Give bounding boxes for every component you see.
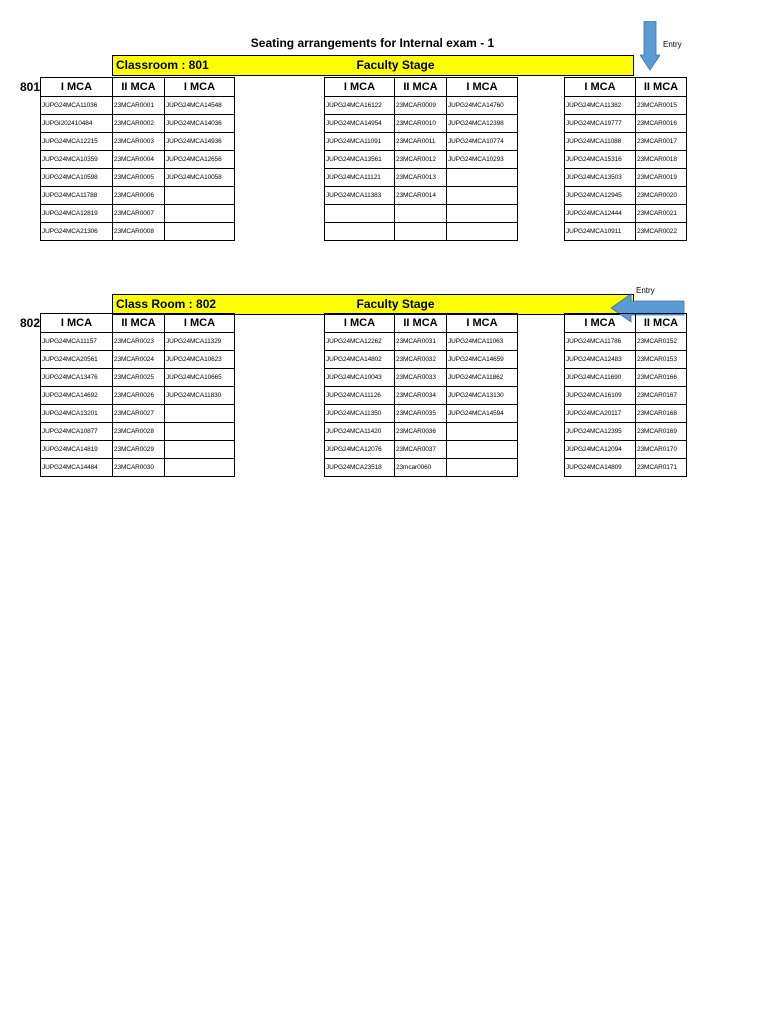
seat-cell: JUPG24MCA12398 — [447, 115, 518, 133]
room-number: 802 — [20, 316, 41, 330]
seat-cell: JUPGI202410484 — [41, 115, 113, 133]
column-header: II MCA — [395, 78, 447, 97]
seat-cell: 23MCAR0029 — [113, 441, 165, 459]
seat-cell: 23MCAR0034 — [395, 387, 447, 405]
seat-cell: 23MCAR0026 — [113, 387, 165, 405]
seat-cell: JUPG24MCA11788 — [41, 187, 113, 205]
seat-block — [564, 313, 687, 477]
seat-cell: JUPG24MCA11786 — [565, 333, 636, 351]
table-row — [41, 387, 235, 405]
column-header: I MCA — [325, 314, 395, 333]
entry-label: Entry — [663, 40, 682, 49]
table-row — [41, 205, 235, 223]
column-header: I MCA — [41, 314, 113, 333]
room-banner — [112, 294, 634, 315]
seat-block — [564, 77, 687, 241]
seat-cell — [447, 205, 518, 223]
seat-cell: JUPG24MCA10665 — [165, 369, 235, 387]
seat-cell — [325, 205, 395, 223]
seat-cell: 23MCAR0017 — [636, 133, 687, 151]
seat-cell: 23MCAR0020 — [636, 187, 687, 205]
column-header: II MCA — [113, 314, 165, 333]
seat-cell: 23MCAR0019 — [636, 169, 687, 187]
column-header: I MCA — [41, 78, 113, 97]
column-header: II MCA — [636, 78, 687, 97]
table-row — [565, 169, 687, 187]
seat-cell — [447, 187, 518, 205]
seat-cell: JUPG24MCA11862 — [447, 369, 518, 387]
header-row — [565, 314, 687, 333]
seat-cell: JUPG24MCA11382 — [565, 97, 636, 115]
seat-cell: JUPG24MCA13503 — [565, 169, 636, 187]
table-row — [565, 459, 687, 477]
seat-cell — [165, 459, 235, 477]
seat-cell: JUPG24MCA10774 — [447, 133, 518, 151]
table-row — [565, 423, 687, 441]
seat-cell: JUPG24MCA11126 — [325, 387, 395, 405]
seat-cell: JUPG24MCA11830 — [165, 387, 235, 405]
seat-cell: JUPG24MCA21306 — [41, 223, 113, 241]
table-row — [325, 151, 518, 169]
seat-cell: JUPG24MCA11690 — [565, 369, 636, 387]
seat-cell: 23mcar0060 — [395, 459, 447, 477]
table-row — [565, 351, 687, 369]
column-header: II MCA — [395, 314, 447, 333]
table-row — [565, 97, 687, 115]
table-row — [565, 223, 687, 241]
seat-cell: JUPG24MCA10877 — [41, 423, 113, 441]
seat-cell: JUPG24MCA14954 — [325, 115, 395, 133]
seat-cell: 23MCAR0010 — [395, 115, 447, 133]
seat-cell: JUPG24MCA11383 — [325, 187, 395, 205]
seat-cell: 23MCAR0006 — [113, 187, 165, 205]
seat-cell: 23MCAR0005 — [113, 169, 165, 187]
seat-cell: 23MCAR0013 — [395, 169, 447, 187]
seat-cell: 23MCAR0023 — [113, 333, 165, 351]
seat-cell: JUPG24MCA14802 — [325, 351, 395, 369]
table-row — [41, 169, 235, 187]
table-row — [325, 97, 518, 115]
seat-cell: JUPG24MCA10359 — [41, 151, 113, 169]
seat-cell: 23MCAR0018 — [636, 151, 687, 169]
seat-cell — [447, 223, 518, 241]
seat-cell: JUPG24MCA13476 — [41, 369, 113, 387]
seat-cell: JUPG24MCA14484 — [41, 459, 113, 477]
seat-cell: JUPG24MCA20561 — [41, 351, 113, 369]
seat-cell: 23MCAR0022 — [636, 223, 687, 241]
seat-cell: JUPG24MCA12262 — [325, 333, 395, 351]
header-row — [565, 78, 687, 97]
table-row — [565, 387, 687, 405]
seat-cell: JUPG24MCA13201 — [41, 405, 113, 423]
table-row — [565, 115, 687, 133]
table-row — [325, 333, 518, 351]
seat-cell: 23MCAR0153 — [636, 351, 687, 369]
seat-cell: JUPG24MCA16109 — [565, 387, 636, 405]
seat-cell: JUPG24MCA13561 — [325, 151, 395, 169]
seat-cell — [165, 187, 235, 205]
table-row — [565, 187, 687, 205]
seat-cell: JUPG24MCA10598 — [41, 169, 113, 187]
table-row — [565, 151, 687, 169]
room-label: Classroom : 801 — [116, 58, 209, 72]
seat-cell: JUPG24MCA14036 — [165, 115, 235, 133]
seat-cell: 23MCAR0030 — [113, 459, 165, 477]
table-row — [565, 333, 687, 351]
table-row — [325, 351, 518, 369]
header-row — [41, 78, 235, 97]
seat-block — [324, 77, 518, 241]
seat-cell — [165, 205, 235, 223]
seat-cell: JUPG24MCA10058 — [165, 169, 235, 187]
column-header: I MCA — [447, 314, 518, 333]
table-row — [565, 441, 687, 459]
page-title: Seating arrangements for Internal exam - 1 — [250, 36, 495, 50]
seat-cell: 23MCAR0033 — [395, 369, 447, 387]
seat-cell: 23MCAR0171 — [636, 459, 687, 477]
seat-cell: 23MCAR0170 — [636, 441, 687, 459]
seat-cell: JUPG24MCA10043 — [325, 369, 395, 387]
seat-cell: 23MCAR0166 — [636, 369, 687, 387]
seat-cell: JUPG24MCA12444 — [565, 205, 636, 223]
seat-cell: 23MCAR0007 — [113, 205, 165, 223]
seat-cell: JUPG24MCA12945 — [565, 187, 636, 205]
column-header: II MCA — [113, 78, 165, 97]
table-row — [565, 405, 687, 423]
seat-cell: JUPG24MCA11088 — [565, 133, 636, 151]
header-row — [325, 314, 518, 333]
seat-cell: 23MCAR0003 — [113, 133, 165, 151]
column-header: I MCA — [447, 78, 518, 97]
seat-cell: 23MCAR0169 — [636, 423, 687, 441]
seat-cell: JUPG24MCA11329 — [165, 333, 235, 351]
table-row — [41, 133, 235, 151]
seat-cell: JUPG24MCA15316 — [565, 151, 636, 169]
table-row — [325, 205, 518, 223]
seat-cell: 23MCAR0037 — [395, 441, 447, 459]
arrow-down-icon — [640, 21, 660, 71]
seat-cell: JUPG24MCA11350 — [325, 405, 395, 423]
table-row — [325, 133, 518, 151]
seat-cell: JUPG24MCA12656 — [165, 151, 235, 169]
seat-cell: JUPG24MCA11091 — [325, 133, 395, 151]
seat-cell: JUPG24MCA14809 — [565, 459, 636, 477]
seat-cell: 23MCAR0152 — [636, 333, 687, 351]
seat-cell: JUPG24MCA14548 — [165, 97, 235, 115]
column-header: I MCA — [565, 78, 636, 97]
seat-cell — [325, 223, 395, 241]
seat-cell: 23MCAR0011 — [395, 133, 447, 151]
seat-cell: 23MCAR0032 — [395, 351, 447, 369]
table-row — [41, 441, 235, 459]
seat-cell: 23MCAR0016 — [636, 115, 687, 133]
seat-cell: 23MCAR0021 — [636, 205, 687, 223]
table-row — [565, 369, 687, 387]
room-banner — [112, 55, 634, 76]
seat-cell: JUPG24MCA12819 — [41, 205, 113, 223]
seat-cell: 23MCAR0008 — [113, 223, 165, 241]
seat-cell: JUPG24MCA20117 — [565, 405, 636, 423]
column-header: II MCA — [636, 314, 687, 333]
seat-cell: JUPG24MCA10293 — [447, 151, 518, 169]
seat-cell: 23MCAR0025 — [113, 369, 165, 387]
column-header: I MCA — [325, 78, 395, 97]
seat-cell: JUPG24MCA16122 — [325, 97, 395, 115]
seat-cell: 23MCAR0035 — [395, 405, 447, 423]
table-row — [41, 423, 235, 441]
table-row — [41, 333, 235, 351]
table-row — [565, 205, 687, 223]
seat-cell: JUPG24MCA14594 — [447, 405, 518, 423]
table-row — [41, 405, 235, 423]
room-number: 801 — [20, 80, 41, 94]
seat-cell — [165, 423, 235, 441]
seat-cell: JUPG24MCA12076 — [325, 441, 395, 459]
column-header: I MCA — [165, 78, 235, 97]
seat-cell: 23MCAR0004 — [113, 151, 165, 169]
seat-cell: JUPG24MCA14936 — [165, 133, 235, 151]
seat-cell: 23MCAR0012 — [395, 151, 447, 169]
seat-cell: 23MCAR0027 — [113, 405, 165, 423]
seat-cell — [395, 205, 447, 223]
header-row — [325, 78, 518, 97]
table-row — [325, 369, 518, 387]
seat-cell: JUPG24MCA12483 — [565, 351, 636, 369]
table-row — [325, 459, 518, 477]
seat-cell: JUPG24MCA11157 — [41, 333, 113, 351]
table-row — [41, 97, 235, 115]
seat-cell: 23MCAR0036 — [395, 423, 447, 441]
seat-cell: JUPG24MCA12215 — [41, 133, 113, 151]
seat-cell: 23MCAR0002 — [113, 115, 165, 133]
seat-cell — [165, 223, 235, 241]
table-row — [41, 115, 235, 133]
seat-cell: JUPG24MCA11063 — [447, 333, 518, 351]
seat-cell: 23MCAR0015 — [636, 97, 687, 115]
entry-label: Entry — [636, 286, 655, 295]
seat-cell: 23MCAR0031 — [395, 333, 447, 351]
seat-cell: 23MCAR0028 — [113, 423, 165, 441]
seat-cell: JUPG24MCA23518 — [325, 459, 395, 477]
seat-cell — [447, 423, 518, 441]
table-row — [325, 387, 518, 405]
seat-cell — [165, 441, 235, 459]
seat-cell — [395, 223, 447, 241]
table-row — [41, 369, 235, 387]
faculty-stage-label: Faculty Stage — [356, 58, 435, 72]
seat-cell: JUPG24MCA11420 — [325, 423, 395, 441]
seat-cell: JUPG24MCA12395 — [565, 423, 636, 441]
table-row — [325, 423, 518, 441]
seat-cell: JUPG24MCA13130 — [447, 387, 518, 405]
table-row — [325, 115, 518, 133]
seat-cell: JUPG24MCA14819 — [41, 441, 113, 459]
seat-block — [324, 313, 518, 477]
table-row — [565, 133, 687, 151]
table-row — [325, 223, 518, 241]
seat-cell: 23MCAR0167 — [636, 387, 687, 405]
seat-cell: JUPG24MCA19777 — [565, 115, 636, 133]
seat-cell: JUPG24MCA10911 — [565, 223, 636, 241]
room-label: Class Room : 802 — [116, 297, 217, 311]
table-row — [41, 351, 235, 369]
seat-cell — [447, 169, 518, 187]
seat-cell: JUPG24MCA12094 — [565, 441, 636, 459]
seat-cell: JUPG24MCA10623 — [165, 351, 235, 369]
seat-cell: JUPG24MCA11121 — [325, 169, 395, 187]
seat-block — [40, 77, 235, 241]
table-row — [41, 459, 235, 477]
seat-cell — [447, 459, 518, 477]
seat-cell: 23MCAR0009 — [395, 97, 447, 115]
header-row — [41, 314, 235, 333]
table-row — [325, 169, 518, 187]
column-header: I MCA — [165, 314, 235, 333]
table-row — [325, 441, 518, 459]
table-row — [325, 187, 518, 205]
seat-cell: 23MCAR0014 — [395, 187, 447, 205]
seat-cell: 23MCAR0001 — [113, 97, 165, 115]
seat-cell: JUPG24MCA14659 — [447, 351, 518, 369]
table-row — [41, 151, 235, 169]
table-row — [41, 187, 235, 205]
table-row — [325, 405, 518, 423]
column-header: I MCA — [565, 314, 636, 333]
seat-cell: JUPG24MCA11036 — [41, 97, 113, 115]
seat-cell — [447, 441, 518, 459]
seat-cell — [165, 405, 235, 423]
faculty-stage-label: Faculty Stage — [356, 297, 435, 311]
seat-cell: 23MCAR0024 — [113, 351, 165, 369]
seat-block — [40, 313, 235, 477]
table-row — [41, 223, 235, 241]
seat-cell: JUPG24MCA14692 — [41, 387, 113, 405]
seat-cell: 23MCAR0168 — [636, 405, 687, 423]
seat-cell: JUPG24MCA14760 — [447, 97, 518, 115]
